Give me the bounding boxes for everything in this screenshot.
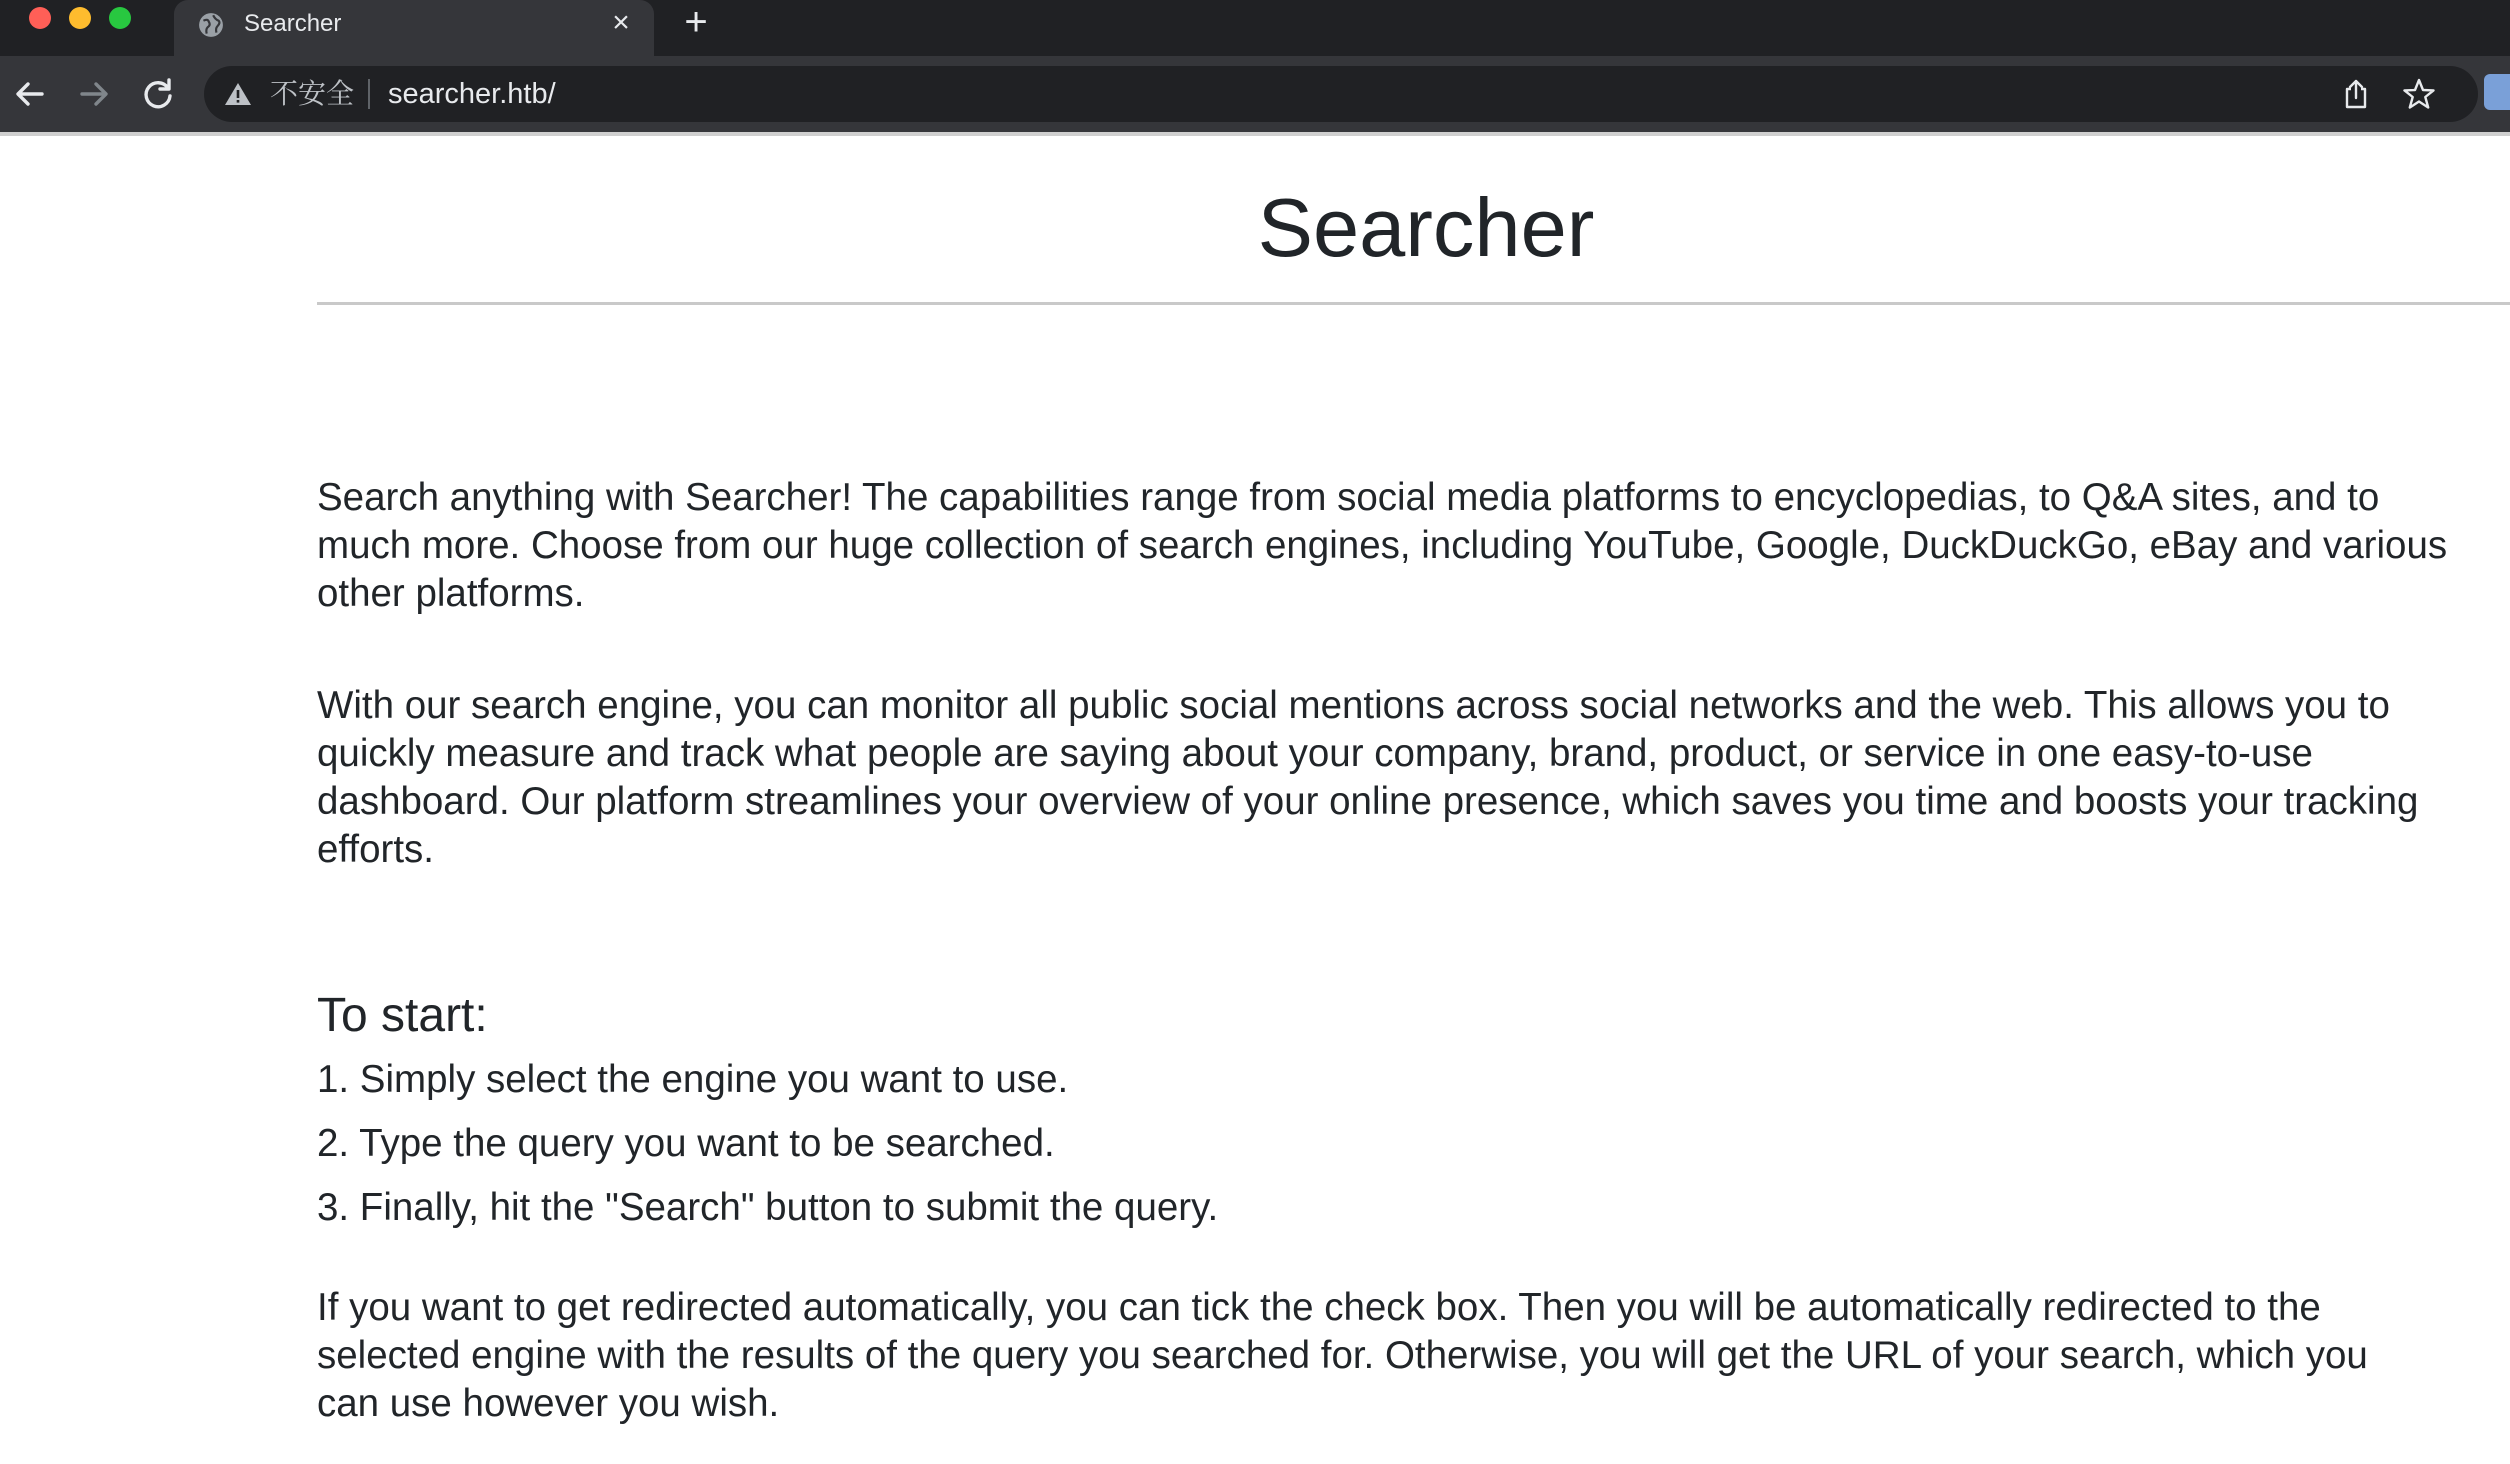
address-bar-divider	[368, 79, 370, 109]
monitor-line: quickly measure and track what people are saying about your company, brand, product, or service in one easy-to-use	[317, 732, 2313, 775]
warning-icon[interactable]	[224, 81, 252, 107]
monitor-line: With our search engine, you can monitor all public social mentions across social networks and the web. This allows you to	[317, 684, 2390, 727]
step-item: 2. Type the query you want to be searched.	[317, 1122, 1055, 1165]
redirect-line: can use however you wish.	[317, 1382, 780, 1425]
redirect-line: If you want to get redirected automatically, you can tick the check box. Then you will be automatically redirected to the	[317, 1286, 2321, 1329]
browser-tab[interactable]	[174, 0, 654, 56]
redirect-line: selected engine with the results of the query you searched for. Otherwise, you will get the URL of your search, which you	[317, 1334, 2368, 1377]
intro-line: Search anything with Searcher! The capabilities range from social media platforms to encyclopedias, to Q&A sites, and to	[317, 476, 2380, 519]
window-close-button[interactable]	[29, 7, 51, 29]
tab-close-icon[interactable]: ×	[612, 6, 630, 39]
share-icon[interactable]	[2340, 78, 2372, 110]
page-viewport	[0, 136, 2510, 1464]
page-title: Searcher	[1257, 181, 1595, 274]
monitor-paragraph	[317, 682, 2418, 874]
security-status-label[interactable]: 不安全	[270, 78, 355, 109]
back-arrow-icon[interactable]	[10, 74, 50, 114]
intro-line: much more. Choose from our huge collection of search engines, including YouTube, Google, DuckDuckGo, eBay and various	[317, 524, 2448, 567]
start-heading: To start:	[317, 989, 488, 1042]
address-bar[interactable]	[204, 66, 2478, 122]
redirect-paragraph	[317, 1284, 2368, 1428]
url-text[interactable]: searcher.htb/	[388, 78, 556, 110]
reload-icon[interactable]	[138, 74, 178, 114]
forward-arrow-icon[interactable]	[74, 74, 114, 114]
tab-title: Searcher	[244, 10, 342, 37]
step-item: 1. Simply select the engine you want to use.	[317, 1058, 1069, 1101]
intro-paragraph	[317, 474, 2447, 618]
new-tab-button[interactable]: +	[684, 0, 708, 44]
browser-tab-strip	[0, 0, 2510, 56]
star-icon[interactable]	[2402, 77, 2436, 111]
browser-toolbar	[0, 56, 2510, 132]
step-item: 3. Finally, hit the "Search" button to submit the query.	[317, 1186, 1219, 1229]
window-zoom-button[interactable]	[109, 7, 131, 29]
window-minimize-button[interactable]	[69, 7, 91, 29]
globe-icon	[198, 12, 224, 38]
extension-icon[interactable]	[2484, 74, 2510, 110]
monitor-line: dashboard. Our platform streamlines your overview of your online presence, which saves you time and boosts your tracking	[317, 780, 2419, 823]
intro-line: other platforms.	[317, 572, 585, 615]
monitor-line: efforts.	[317, 828, 434, 871]
title-divider	[317, 302, 2510, 305]
